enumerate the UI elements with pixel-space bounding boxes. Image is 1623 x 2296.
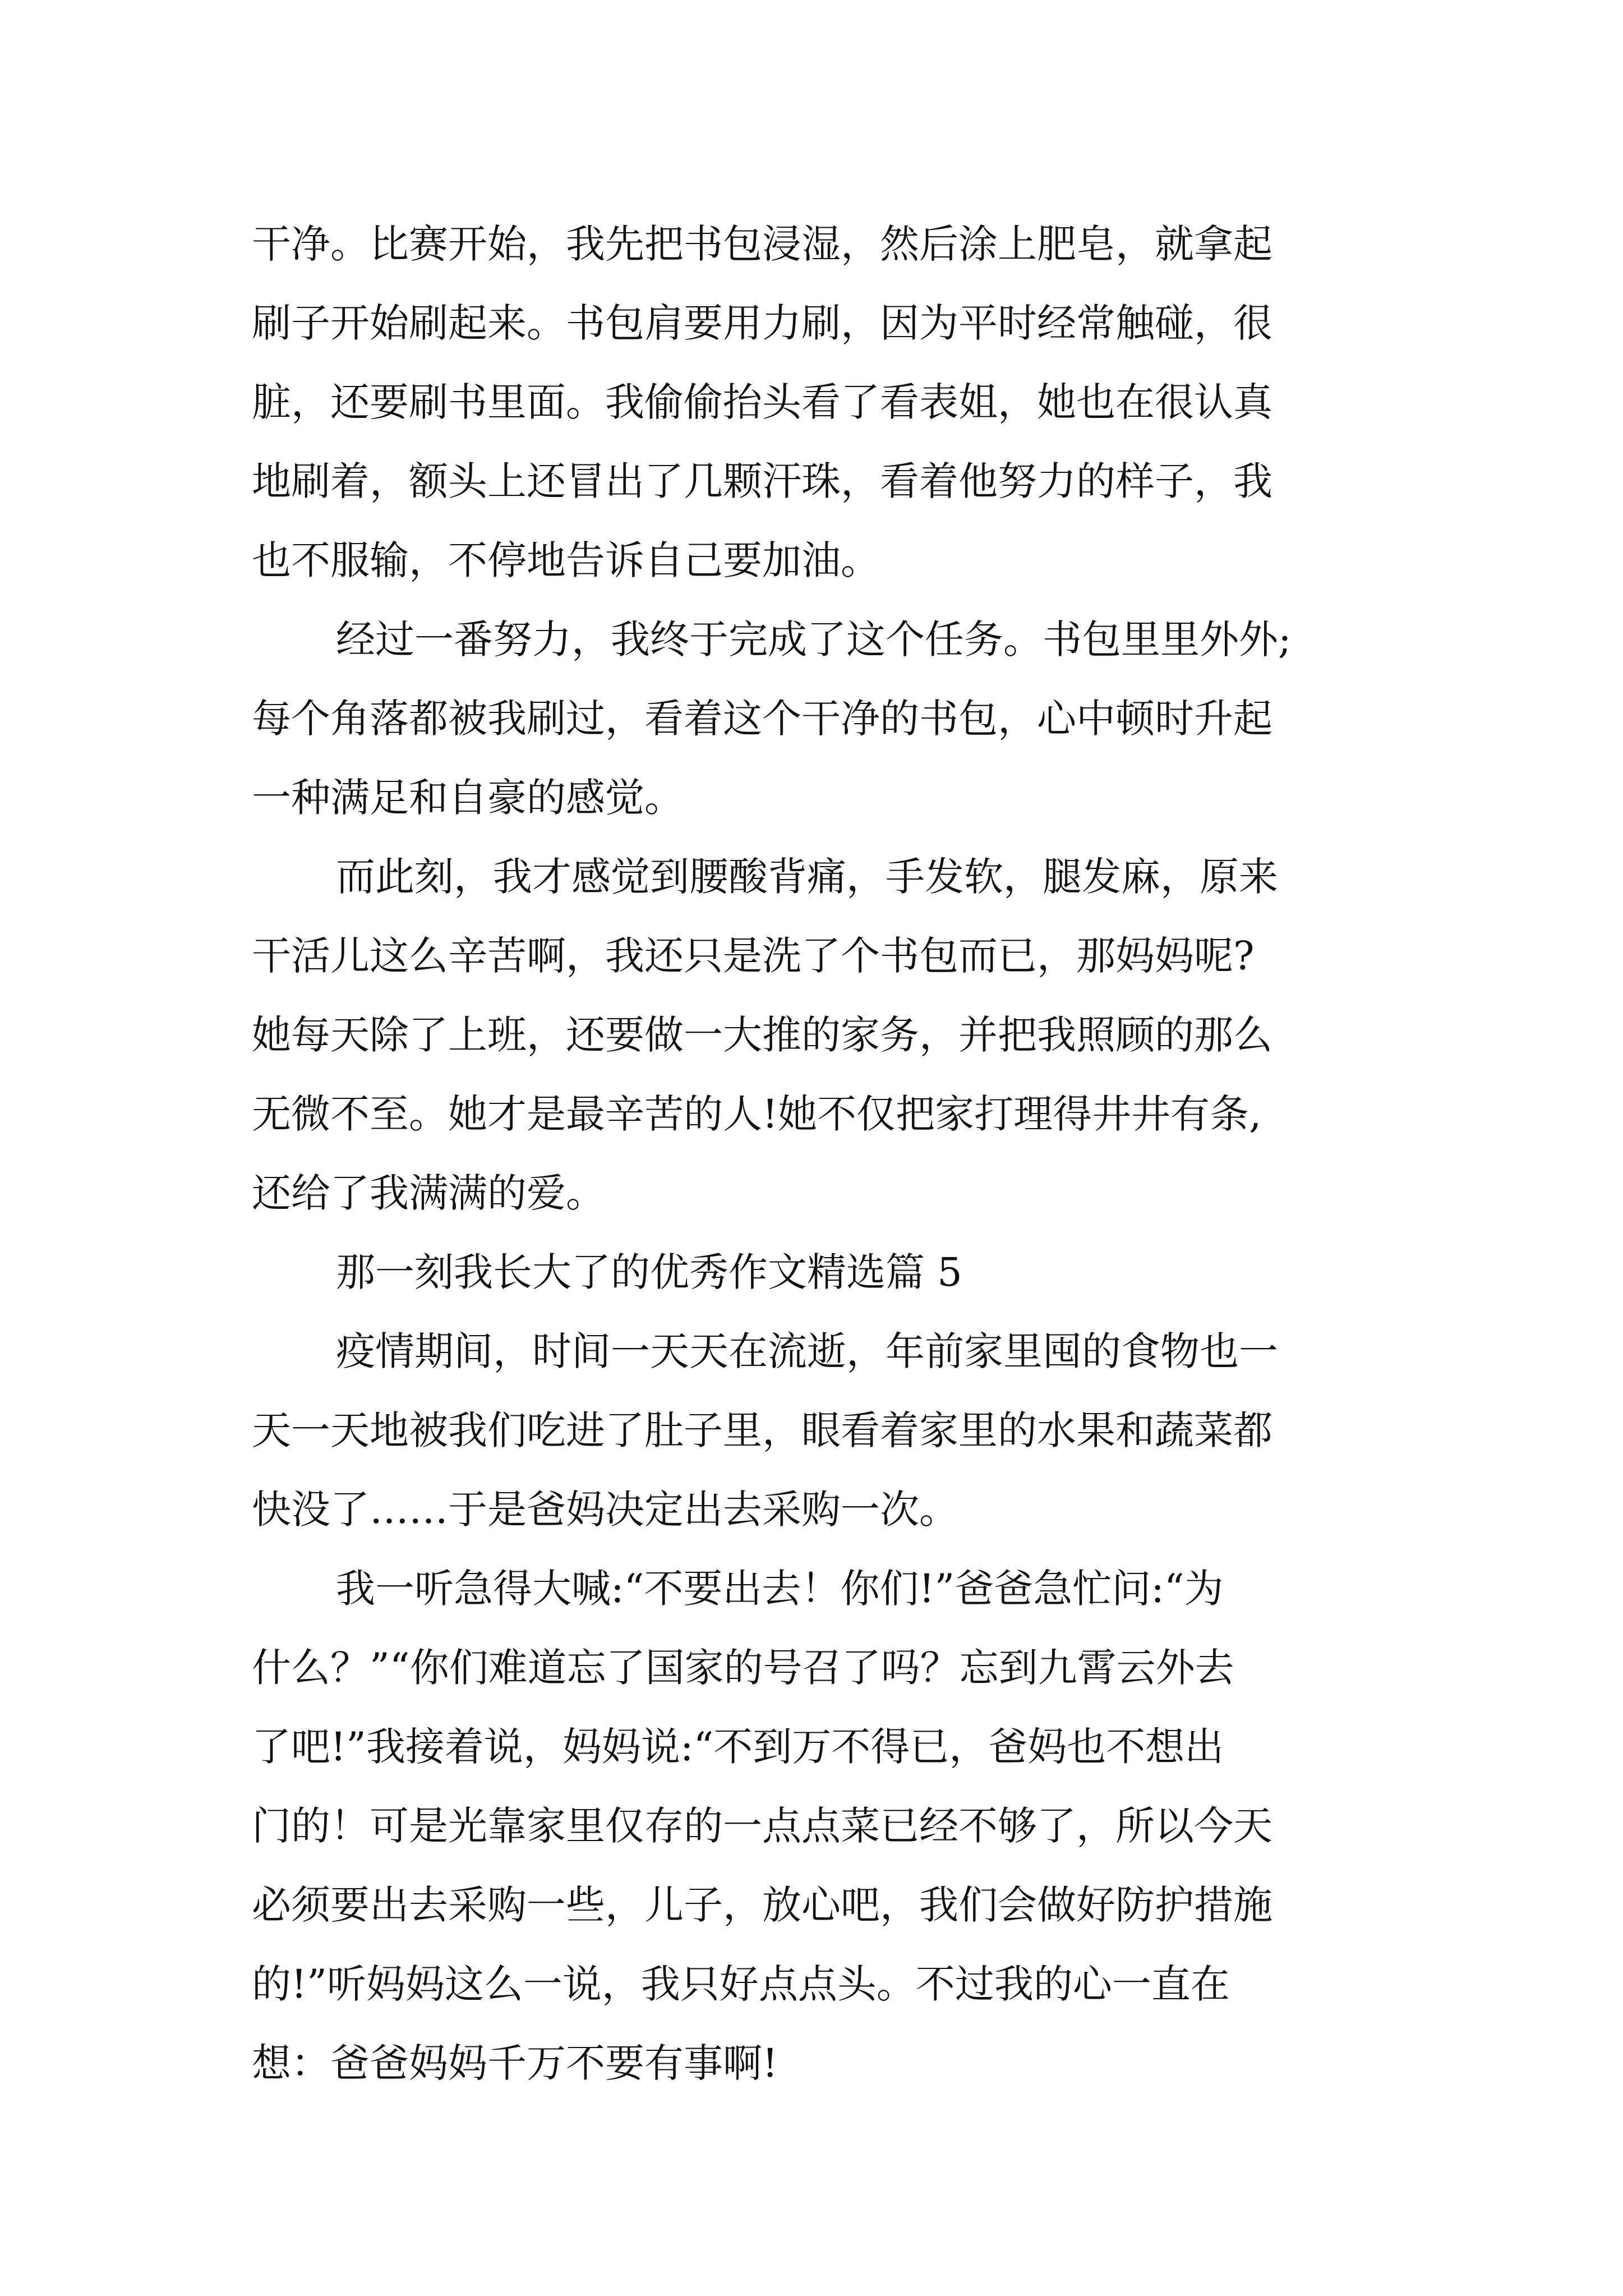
paragraph-start-line: 疫情期间，时间一天天在流逝，年前家里囤的食物也一 [336,1328,1278,1374]
paragraph-start-line: 而此刻，我才感觉到腰酸背痛，手发软，腿发麻，原来 [336,854,1278,900]
section-heading: 那一刻我长大了的优秀作文精选篇 5 [336,1249,962,1295]
text-line: 门的！可是光靠家里仅存的一点点菜已经不够了，所以今天 [252,1803,1272,1849]
text-line: 她每天除了上班，还要做一大推的家务，并把我照顾的那么 [252,1012,1272,1058]
text-line: 干活儿这么辛苦啊，我还只是洗了个书包而已，那妈妈呢? [252,933,1255,979]
paragraph-start-line: 经过一番努力，我终于完成了这个任务。书包里里外外; [336,616,1292,662]
text-line: 天一天地被我们吃进了肚子里，眼看着家里的水果和蔬菜都 [252,1407,1272,1453]
text-line: 了吧!”我接着说，妈妈说:“不到万不得已，爸妈也不想出 [252,1724,1224,1770]
text-line: 也不服输，不停地告诉自己要加油。 [252,537,880,583]
text-line: 还给了我满满的爱。 [252,1170,605,1216]
text-line: 一种满足和自豪的感觉。 [252,775,684,821]
text-line: 的!”听妈妈这么一说，我只好点点头。不过我的心一直在 [252,1961,1230,2007]
text-line: 什么？”“你们难道忘了国家的号召了吗？忘到九霄云外去 [252,1645,1234,1691]
text-line: 地刷着，额头上还冒出了几颗汗珠，看着他努力的样子，我 [252,458,1272,504]
text-line: 刷子开始刷起来。书包肩要用力刷，因为平时经常触碰，很 [252,300,1272,346]
text-line: 脏，还要刷书里面。我偷偷抬头看了看表姐，她也在很认真 [252,379,1272,425]
text-line: 干净。比赛开始，我先把书包浸湿，然后涂上肥皂，就拿起 [252,221,1272,267]
text-line: 必须要出去采购一些，儿子，放心吧，我们会做好防护措施 [252,1882,1272,1928]
text-line: 无微不至。她才是最辛苦的人!她不仅把家打理得井井有条, [252,1091,1262,1137]
essay-text [252,205,1373,2103]
paragraph-start-line: 我一听急得大喊:“不要出去！你们!”爸爸急忙问:“为 [336,1566,1224,1612]
text-line: 每个角落都被我刷过，看着这个干净的书包，心中顿时升起 [252,696,1272,742]
text-line: 快没了……于是爸妈决定出去采购一次。 [252,1487,958,1533]
text-line: 想：爸爸妈妈千万不要有事啊! [252,2040,778,2086]
